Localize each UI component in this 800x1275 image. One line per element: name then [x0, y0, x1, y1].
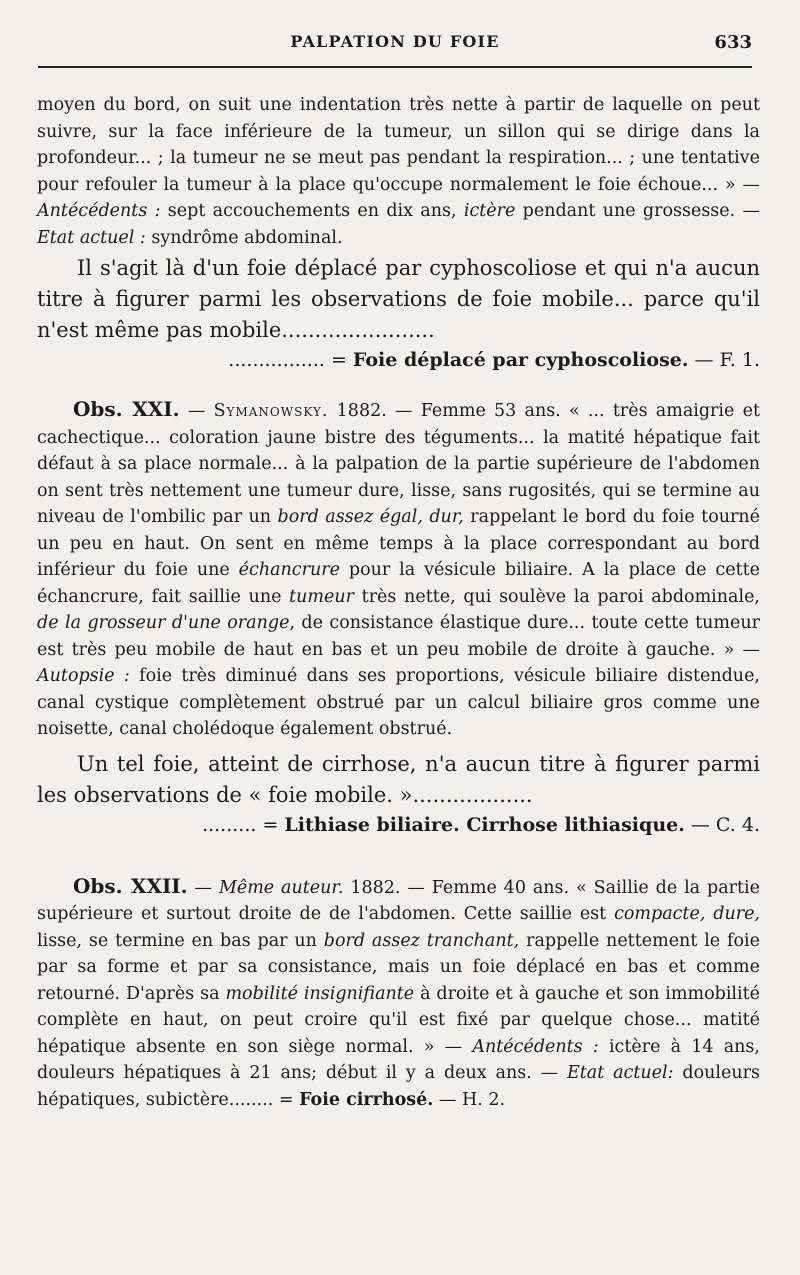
paragraph-continuation: [37, 92, 760, 251]
diagnosis: Lithiase biliaire. Cirrhose lithiasique.: [284, 813, 685, 836]
italic-run: de la grosseur d'une orange: [37, 613, 290, 633]
text-run: —: [187, 877, 219, 898]
observation-label: Obs. XXII.: [73, 873, 188, 898]
text-run: syndrôme abdominal.: [145, 227, 343, 248]
italic-run: ictère: [463, 201, 516, 221]
italic-run: mobilité insignifiante: [225, 983, 415, 1004]
author-name: Même auteur.: [218, 877, 344, 898]
italic-run: bord assez tranchant,: [323, 930, 520, 951]
text-run: à droite et à gauche et son immobilité complète en haut, on peut croire qu'il est fixé par quelque chose... matité hépatique absente en son siège normal. » —: [37, 983, 761, 1057]
italic-run: Antécédents :: [37, 201, 161, 221]
leader-dots: ......... =: [202, 813, 285, 836]
italic-run: Etat actuel :: [37, 227, 146, 248]
text-run: moyen du bord, on suit une indentation très nette à partir de laquelle on peut suivre, sur la face inférieure de la tumeur, un sillon qui se dirige dans la profondeur... ; la tumeur ne se meut pas pendant la respiration... ; une tentative pour refouler la tumeur à la place qu'occupe normalement le foie échoue... » —: [37, 95, 760, 195]
italic-run: bord assez égal, dur,: [277, 507, 464, 527]
diagnosis: Foie déplacé par cyphoscoliose.: [352, 349, 689, 371]
diagnosis: Foie cirrhosé.: [299, 1089, 434, 1110]
text-run: douleurs hépatiques, subictère........ =: [37, 1063, 760, 1110]
text-run: —: [179, 401, 214, 421]
commentary-paragraph-2: Un tel foie, atteint de cirrhose, n'a aucun titre à figurer parmi les observations de « foie mobile. »..................: [37, 751, 760, 807]
observation-xxii: [37, 873, 760, 1114]
text-run: pour la vésicule biliaire. A la place de cette échancrure, fait saillie une: [37, 560, 760, 607]
italic-run: tumeur: [289, 586, 354, 607]
italic-run: Etat actuel:: [567, 1063, 674, 1083]
italic-run: Autopsie :: [37, 666, 130, 686]
page-body: [37, 92, 760, 1113]
text-run: très nette, qui soulève la paroi abdominale,: [354, 586, 760, 607]
text-run: lisse, se termine en bas par un: [37, 930, 324, 951]
text-run: , de consistance élastique dure... toute cette tumeur est très peu mobile de haut en bas et un peu mobile de droite à gauche. » —: [37, 613, 761, 660]
header-rule: [38, 66, 752, 68]
page-number: 633: [714, 32, 752, 53]
commentary-paragraph-1: Il s'agit là d'un foie déplacé par cyphoscoliose et qui n'a aucun titre à figurer parmi les observations de foie mobile... parce qu'il n'est même pas mobile.......................: [37, 256, 760, 342]
diagnosis-code: — F. 1.: [688, 349, 760, 371]
text-run: sept accouchements en dix ans,: [160, 201, 464, 221]
text-run: foie très diminué dans ses proportions, vésicule biliaire distendue, canal cystique complètement obstrué par un calcul biliaire gros comme une noisette, canal cholédoque également obstrué.: [37, 666, 760, 739]
diagnosis-code: — H. 2.: [433, 1089, 506, 1110]
author-name: Symanowsky.: [213, 401, 329, 421]
page-header: [38, 32, 752, 62]
text-run: rappelle nettement le foie par sa forme et par sa consistance, mais un foie déplacé en bas et comme retourné. D'après sa: [37, 930, 760, 1004]
text-run: ictère à 14 ans, douleurs hépatiques à 21 ans; début il y a deux ans. —: [37, 1036, 760, 1083]
italic-run: échancrure: [238, 560, 340, 580]
observation-label: Obs. XXI.: [73, 397, 180, 421]
running-title: PALPATION DU FOIE: [290, 32, 500, 51]
observation-xxi: [37, 396, 760, 743]
text-run: 1882. — Femme 53 ans. « ... très amaigrie et cachectique... coloration jaune bistre des téguments... la matité hépatique fait défaut à sa place normale... à la palpation de la partie supérieure de l'abdomen on sent très nettement une tumeur dure, lisse, sans rugosités, qui se termine au niveau de l'ombilic par un: [37, 401, 760, 527]
diagnosis-line-2: [37, 811, 760, 839]
italic-run: Antécédents :: [472, 1036, 599, 1057]
text-run: rappelant le bord du foie tourné un peu en haut. On sent en même temps à la place correspondant au bord inférieur du foie une: [37, 507, 760, 580]
diagnosis-code: — C. 4.: [684, 813, 760, 836]
italic-run: compacte, dure,: [614, 904, 760, 924]
text-run: 1882. — Femme 40 ans. « Saillie de la partie supérieure et surtout droite de de l'abdomen. Cette saillie est: [37, 877, 760, 924]
diagnosis-line-1: [37, 346, 760, 374]
leader-dots: ................ =: [228, 349, 353, 371]
text-run: pendant une grossesse. —: [515, 201, 760, 221]
